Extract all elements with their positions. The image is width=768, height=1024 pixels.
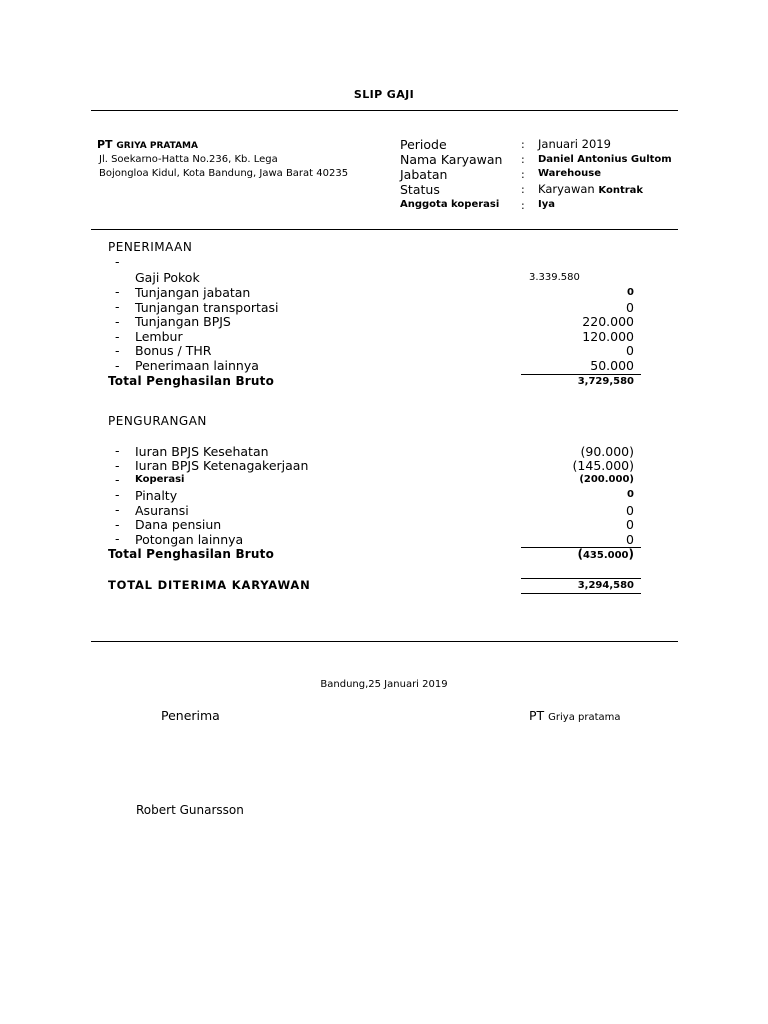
item-dash: - [115, 284, 120, 299]
company-name-text: GRIYA PRATAMA [116, 141, 198, 151]
koperasi-colon: : [521, 199, 525, 212]
penerimaan-total-value: 3,729,580 [577, 376, 634, 387]
status-label: Status [400, 182, 440, 197]
penerimaan-heading: PENERIMAAN [108, 240, 193, 254]
divider-top [91, 110, 678, 111]
item-tunjangan-bpjs-label: Tunjangan BPJS [135, 314, 231, 329]
item-dash: - [115, 458, 120, 473]
periode-label: Periode [400, 137, 447, 152]
item-penerimaan-lainnya-label: Penerimaan lainnya [135, 358, 259, 373]
jabatan-value: Warehouse [538, 168, 601, 179]
item-bpjs-ketenagakerjaan-value: (145.000) [572, 458, 634, 473]
pengurangan-total-number: 435.000 [582, 550, 629, 561]
signature-right-title [529, 708, 621, 723]
item-lembur-label: Lembur [135, 329, 183, 344]
grand-total-topline [521, 578, 641, 579]
item-dash: - [115, 299, 120, 314]
signature-right-prefix: PT [529, 708, 545, 723]
pengurangan-total-value: (435.000) [577, 547, 634, 561]
item-bpjs-kesehatan-label: Iuran BPJS Kesehatan [135, 444, 269, 459]
status-value-a: Karyawan [538, 182, 595, 196]
penerimaan-underline [521, 374, 641, 375]
item-bonus-label: Bonus / THR [135, 343, 212, 358]
company-address-line1: Jl. Soekarno-Hatta No.236, Kb. Lega [99, 154, 278, 165]
status-value [538, 182, 643, 196]
pengurangan-total-label: Total Penghasilan Bruto [108, 547, 275, 561]
item-gaji-pokok-label: Gaji Pokok [135, 270, 200, 285]
item-koperasi-value: (200.000) [579, 474, 634, 485]
item-dash: - [115, 517, 120, 532]
pengurangan-heading: PENGURANGAN [108, 414, 207, 428]
item-dash: - [115, 531, 120, 546]
place-date: Bandung,25 Januari 2019 [320, 679, 448, 690]
item-dash: - [115, 343, 120, 358]
koperasi-value: Iya [538, 199, 555, 210]
item-bonus-value: 0 [626, 343, 634, 358]
company-prefix: PT [97, 138, 113, 151]
item-dash: - [115, 502, 120, 517]
item-gaji-pokok-value: 3.339.580 [529, 272, 580, 283]
nama-label: Nama Karyawan [400, 152, 503, 167]
periode-value: Januari 2019 [538, 137, 611, 151]
item-tunjangan-transportasi-label: Tunjangan transportasi [135, 300, 279, 315]
divider-middle [91, 229, 678, 230]
item-dash: - [115, 487, 120, 502]
item-dash: - [115, 472, 120, 487]
jabatan-label: Jabatan [400, 167, 448, 182]
item-bpjs-ketenagakerjaan-label: Iuran BPJS Ketenagakerjaan [135, 458, 309, 473]
item-dash: - [115, 329, 120, 344]
item-bpjs-kesehatan-value: (90.000) [580, 444, 634, 459]
nama-value: Daniel Antonius Gultom [538, 154, 672, 165]
company-name [97, 138, 198, 151]
item-dash: - [115, 443, 120, 458]
item-tunjangan-transportasi-value: 0 [626, 300, 634, 315]
signature-left-name: Robert Gunarsson [136, 803, 244, 817]
item-potongan-lainnya-value: 0 [626, 532, 634, 547]
item-asuransi-label: Asuransi [135, 503, 189, 518]
grand-total-underline [521, 593, 641, 594]
item-pinalty-value: 0 [627, 489, 634, 500]
item-dash: - [115, 358, 120, 373]
status-colon: : [521, 183, 525, 196]
status-value-b: Kontrak [598, 185, 644, 196]
periode-colon: : [521, 138, 525, 151]
penerimaan-dash: - [115, 254, 120, 269]
company-address-line2: Bojongloa Kidul, Kota Bandung, Jawa Barat 40235 [99, 168, 349, 179]
item-dana-pensiun-value: 0 [626, 517, 634, 532]
item-penerimaan-lainnya-value: 50.000 [590, 358, 634, 373]
item-tunjangan-jabatan-value: 0 [627, 287, 634, 298]
item-lembur-value: 120.000 [582, 329, 634, 344]
koperasi-label: Anggota koperasi [400, 199, 500, 210]
item-asuransi-value: 0 [626, 503, 634, 518]
jabatan-colon: : [521, 168, 525, 181]
item-pinalty-label: Pinalty [135, 488, 178, 503]
nama-colon: : [521, 153, 525, 166]
item-potongan-lainnya-label: Potongan lainnya [135, 532, 244, 547]
signature-right-name: Griya pratama [548, 712, 621, 723]
slip-title: SLIP GAJI [353, 88, 415, 101]
item-dana-pensiun-label: Dana pensiun [135, 517, 222, 532]
divider-bottom [91, 641, 678, 642]
item-dash: - [115, 314, 120, 329]
penerimaan-total-label: Total Penghasilan Bruto [108, 374, 275, 388]
signature-left-title: Penerima [161, 708, 220, 723]
item-tunjangan-jabatan-label: Tunjangan jabatan [135, 285, 251, 300]
grand-total-value: 3,294,580 [577, 580, 634, 591]
item-koperasi-label: Koperasi [135, 474, 185, 485]
item-tunjangan-bpjs-value: 220.000 [582, 314, 634, 329]
grand-total-label: TOTAL DITERIMA KARYAWAN [108, 578, 311, 592]
